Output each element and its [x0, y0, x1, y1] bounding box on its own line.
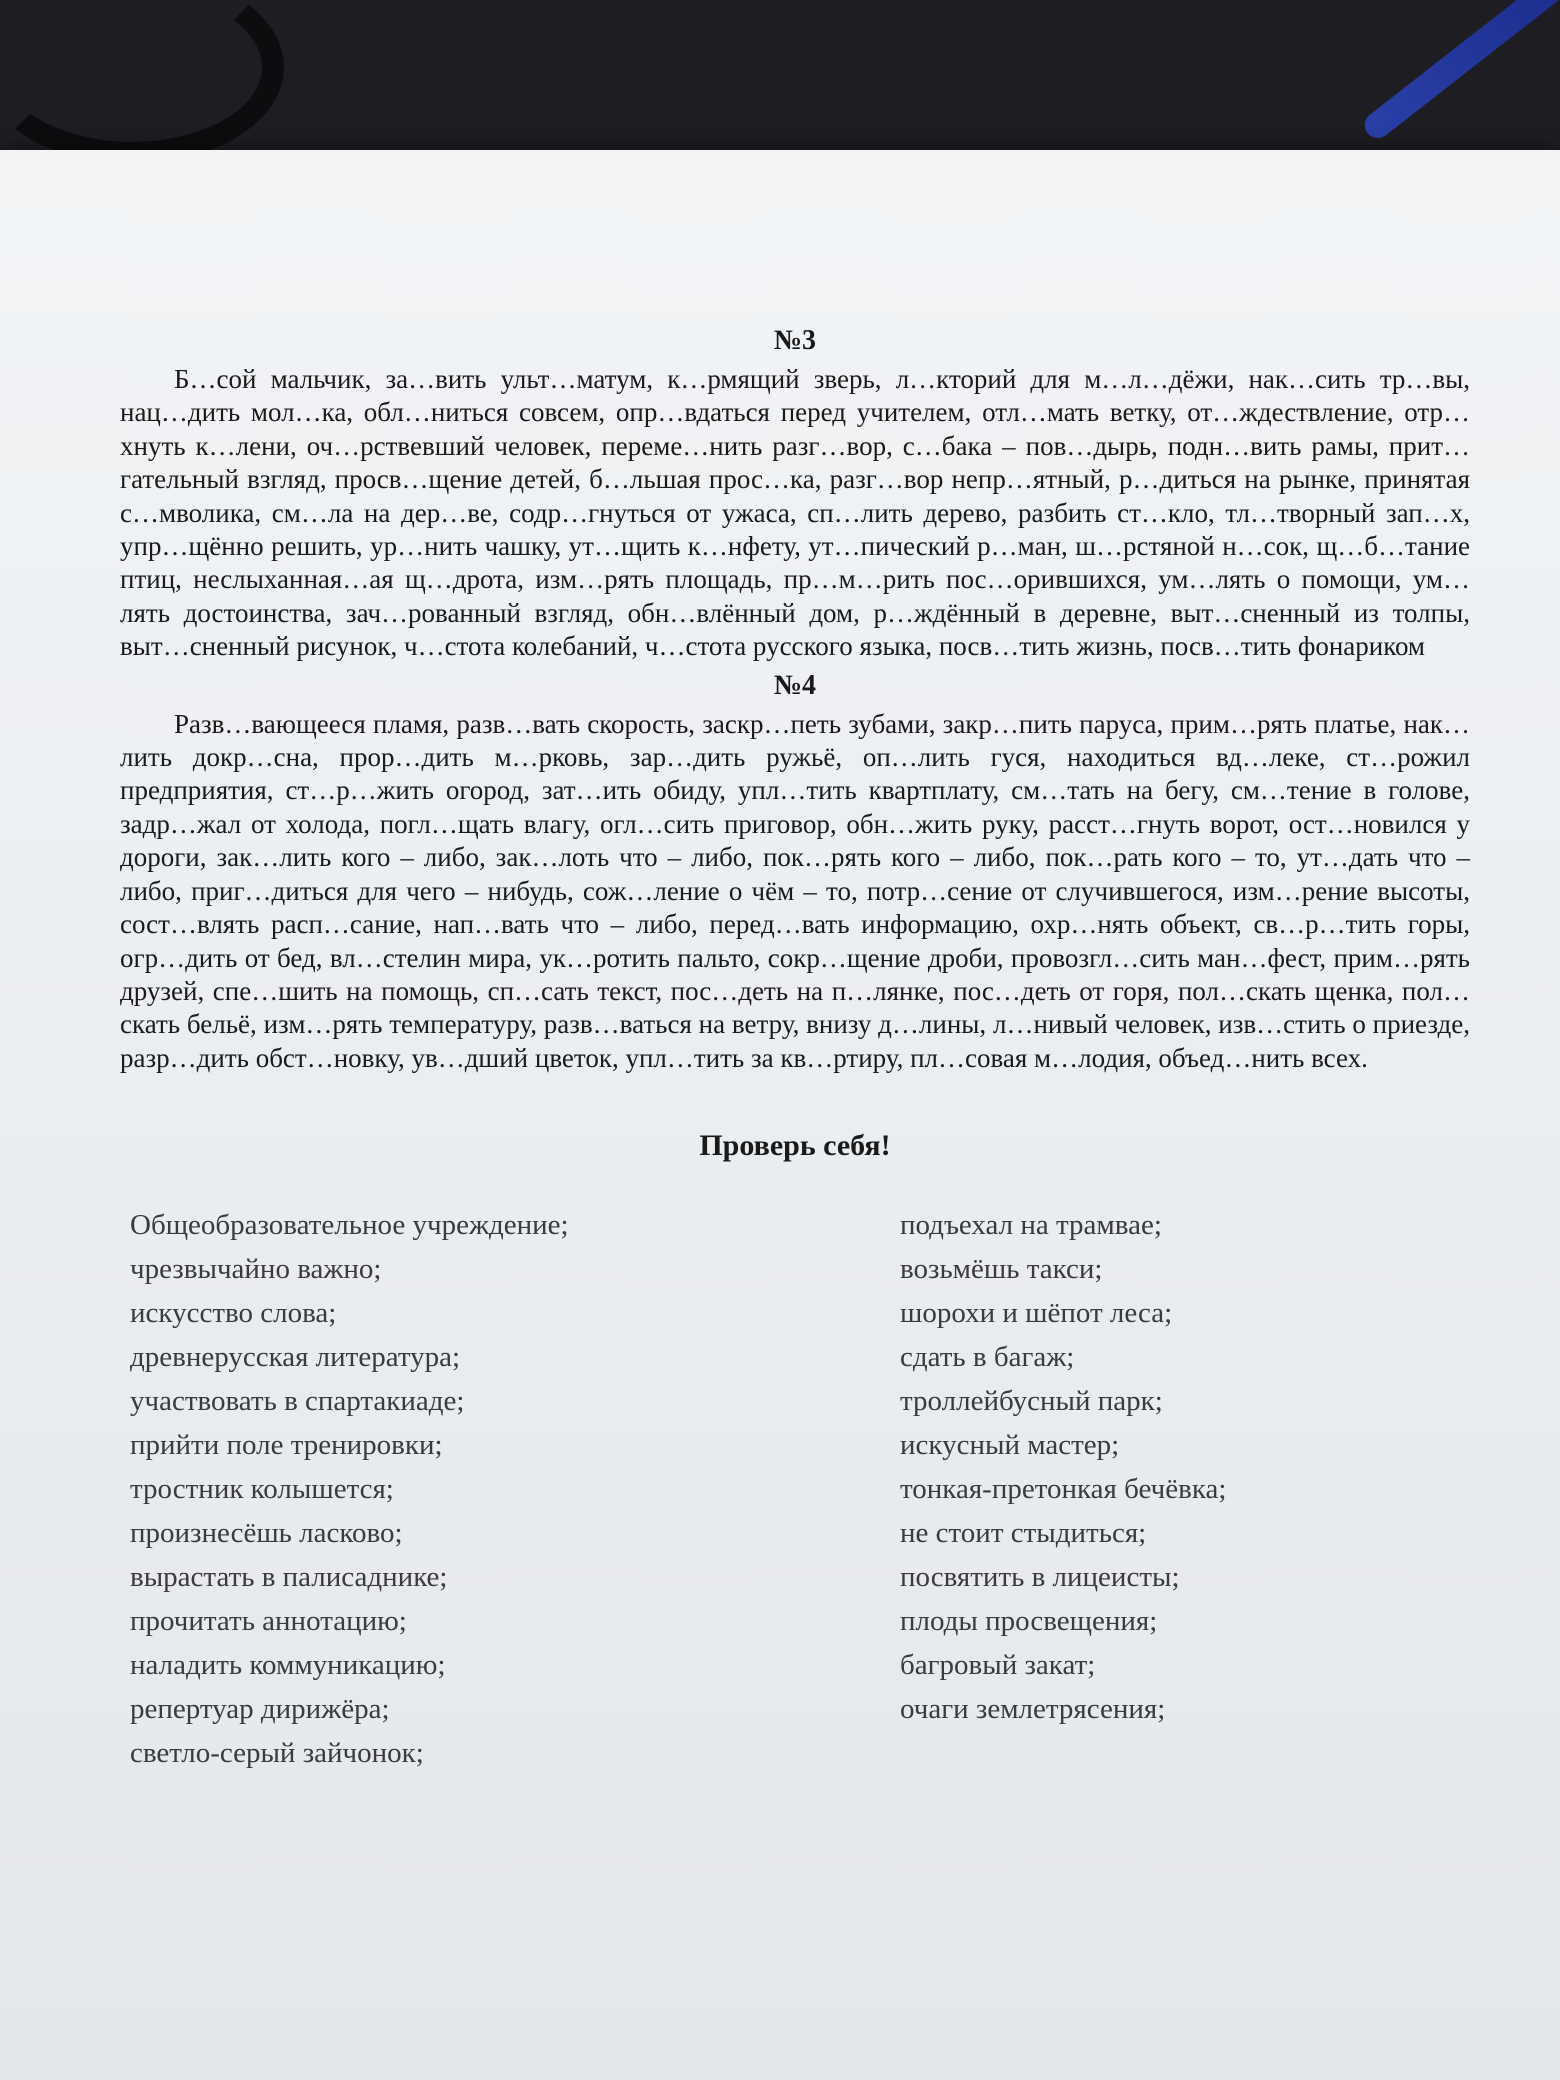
check-left-column	[130, 1203, 830, 1775]
desk-cable	[0, 0, 284, 164]
list-item: возьмёшь такси;	[900, 1253, 1103, 1286]
worksheet-content	[120, 325, 1470, 1775]
list-item: светло-серый зайчонок;	[130, 1737, 424, 1770]
list-item: очаги землетрясения;	[900, 1693, 1166, 1726]
section-4-title: №4	[773, 669, 817, 701]
pen	[1360, 0, 1560, 143]
list-item: искусный мастер;	[900, 1429, 1120, 1462]
list-item: древнерусская литература;	[130, 1341, 461, 1374]
check-yourself-title: Проверь себя!	[699, 1129, 891, 1163]
list-item: плоды просвещения;	[900, 1605, 1158, 1638]
section-3-title: №3	[773, 325, 817, 356]
list-item: искусство слова;	[130, 1297, 337, 1330]
list-item: не стоит стыдиться;	[900, 1517, 1147, 1550]
list-item: вырастать в палисаднике;	[130, 1561, 448, 1594]
section-3-text: Б…сой мальчик, за…вить ульт…матум, к…рмящий зверь, л…кторий для м…л…дёжи, нак…сить тр…вы, нац…дить мол…ка, обл…ниться совсем, опр…вдаться перед учителем, отл…мать ветку, от…ждествление, отр…хнуть к…лени, оч…рствевший человек, переме…нить разг…вор, с…бака – пов…дырь, подн…вить рамы, прит…гательный взгляд, просв…щение детей, б…льшая прос…ка, разг…вор непр…ятный, р…диться на рынке, принятая с…мволика, см…ла на дер…ве, содр…гнуться от ужаса, сп…лить дерево, разбить ст…кло, тл…творный зап…х, упр…щённо решить, ур…нить чашку, ут…щить к…нфету, ут…пический р…ман, ш…рстяной н…сок, щ…б…тание птиц, неслыханная…ая щ…дрота, изм…рять площадь, пр…м…рить пос…орившихся, ум…лять о помощи, ум…лять достоинства, зач…рованный взгляд, обн…влённый дом, р…ждённый в деревне, выт…сненный из толпы, выт…сненный рисунок, ч…стота колебаний, ч…стота русского языка, посв…тить жизнь, посв…тить фонариком	[120, 364, 1470, 662]
list-item: тонкая-претонкая бечёвка;	[900, 1473, 1227, 1506]
list-item: участвовать в спартакиаде;	[130, 1385, 465, 1418]
list-item: Общеобразовательное учреждение;	[130, 1209, 569, 1242]
list-item: репертуар дирижёра;	[130, 1693, 390, 1726]
list-item: чрезвычайно важно;	[130, 1253, 382, 1286]
paper-sheet	[0, 150, 1560, 2080]
check-columns	[120, 1203, 1470, 1775]
list-item: посвятить в лицеисты;	[900, 1561, 1180, 1594]
list-item: троллейбусный парк;	[900, 1385, 1163, 1418]
list-item: тростник колышется;	[130, 1473, 394, 1506]
list-item: произнесёшь ласково;	[130, 1517, 403, 1550]
check-right-column	[900, 1203, 1460, 1775]
list-item: прочитать аннотацию;	[130, 1605, 407, 1638]
list-item: багровый закат;	[900, 1649, 1096, 1682]
list-item: подъехал на трамвае;	[900, 1209, 1162, 1242]
list-item: наладить коммуникацию;	[130, 1649, 446, 1682]
section-4-text: Разв…вающееся пламя, разв…вать скорость, заскр…петь зубами, закр…пить паруса, прим…рять платье, нак…лить докр…сна, прор…дить м…рковь, зар…дить ружьё, оп…лить гуся, находиться вд…леке, ст…рожил предприятия, ст…р…жить огород, зат…ить обиду, упл…тить квартплату, см…тать на бегу, см…тение в голове, задр…жал от холода, погл…щать влагу, огл…сить приговор, обн…жить руку, расст…гнуть ворот, ост…новился у дороги, зак…лить кого – либо, зак…лоть что – либо, пок…рять кого – либо, пок…рать кого – то, ут…дать что – либо, приг…диться для чего – нибудь, сож…ление о чём – то, потр…сение от случившегося, изм…рение высоты, сост…влять расп…сание, нап…вать что – либо, перед…вать информацию, охр…нять объект, св…р…тить горы, огр…дить от бед, вл…стелин мира, ук…ротить пальто, сокр…щение дроби, провозгл…сить ман…фест, прим…рять друзей, спе…шить на помощь, сп…сать текст, пос…деть на п…лянке, пос…деть от горя, пол…скать щенка, пол…скать бельё, изм…рять температуру, разв…ваться на ветру, внизу д…лины, л…нивый человек, изв…стить о приезде, разр…дить обст…новку, ув…дший цветок, упл…тить за кв…ртиру, пл…совая м…лодия, объед…нить всех.	[120, 708, 1470, 1073]
list-item: сдать в багаж;	[900, 1341, 1075, 1374]
list-item: прийти поле тренировки;	[130, 1429, 443, 1462]
list-item: шорохи и шёпот леса;	[900, 1297, 1173, 1330]
